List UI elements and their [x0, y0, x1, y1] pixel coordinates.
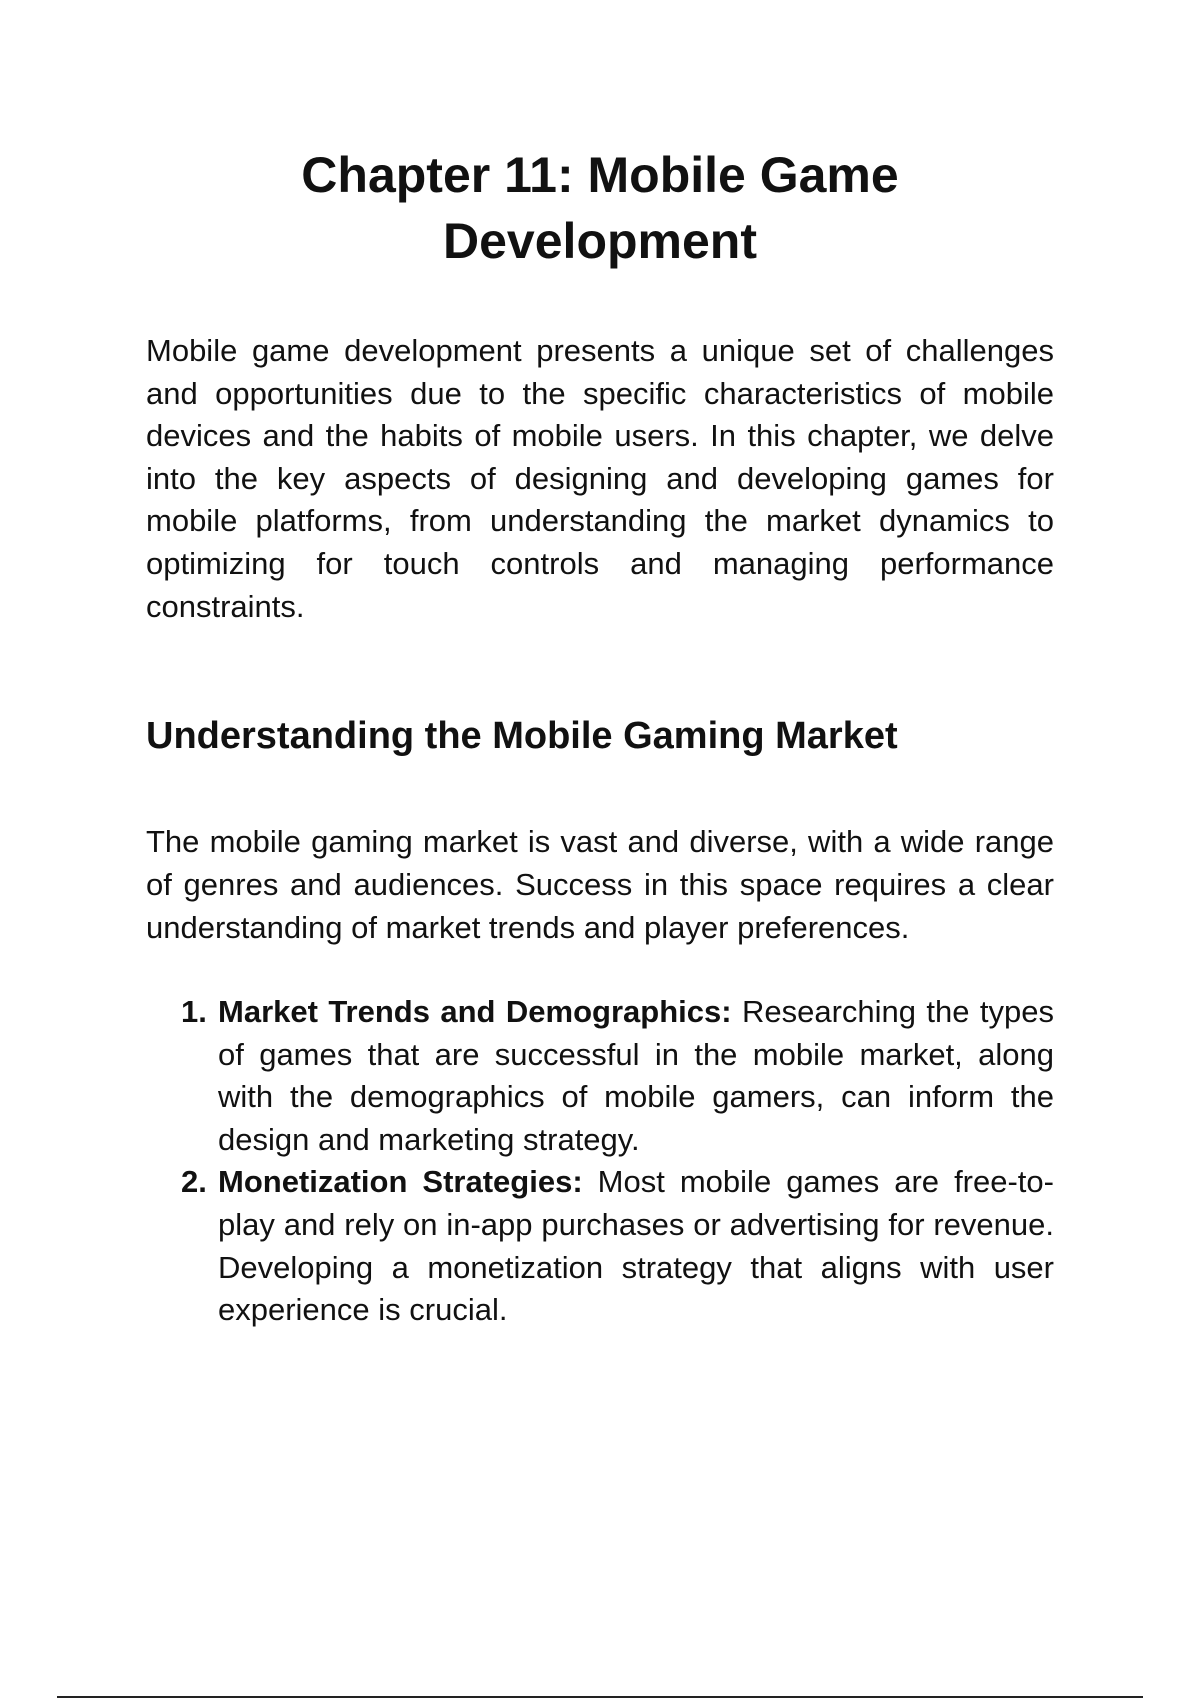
list-item-label: Monetization Strategies:: [218, 1164, 583, 1200]
intro-paragraph: Mobile game development presents a unique set of challenges and opportunities due to the specific characteristics of mobile devices and the habits of mobile users. In this chapter, we delve into the key aspects of designing and developing games for mobile platforms, from understanding the market dynamics to optimizing for touch controls and managing performance constraints.: [146, 333, 1054, 624]
list-item-text: Most mobile games are free-to-play and rely on in-app purchases or advertising for revenue. Developing a monetization strategy that aligns with user experience is crucial.: [218, 1164, 1054, 1328]
section-paragraph: The mobile gaming market is vast and diverse, with a wide range of genres and audiences. Success in this space requires a clear understanding of market trends and player preferences.: [146, 824, 1054, 945]
chapter-title: Chapter 11: Mobile Game Development: [301, 147, 899, 269]
list-item: [146, 991, 1054, 1161]
section-heading: Understanding the Mobile Gaming Market: [146, 715, 898, 757]
page-bottom-divider: [57, 1696, 1143, 1698]
list-item: [146, 1161, 1054, 1331]
list-item-text: Researching the types of games that are successful in the mobile market, along with the demographics of mobile gamers, can inform the design and marketing strategy.: [218, 994, 1054, 1157]
numbered-list: [146, 991, 1054, 1332]
list-item-number: 2.: [181, 1164, 207, 1200]
list-item-label: Market Trends and Demographics:: [218, 994, 732, 1029]
list-item-number: 1.: [181, 994, 207, 1029]
